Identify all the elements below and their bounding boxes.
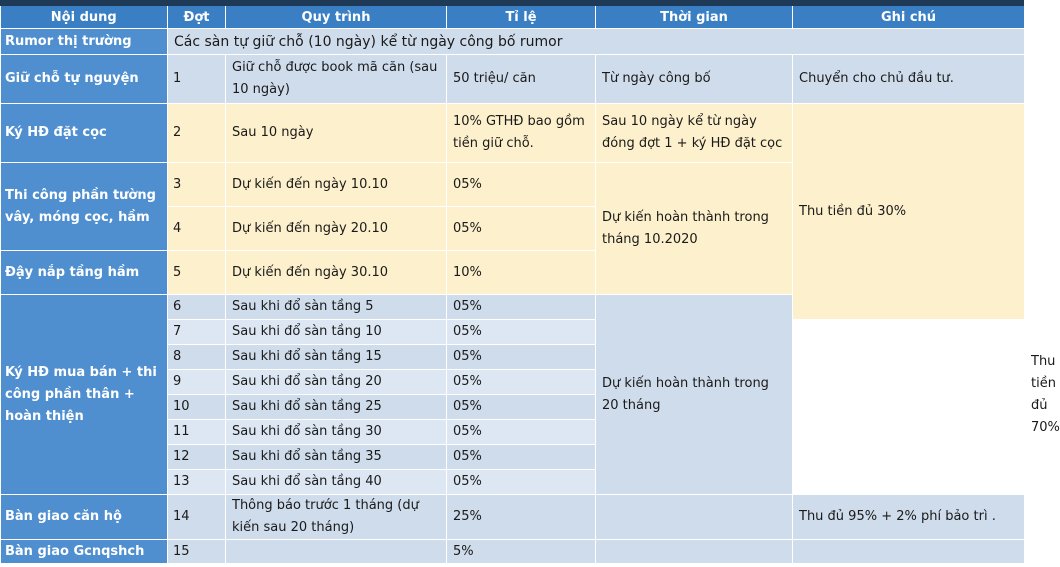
time-cell: Dự kiến hoàn thành trong 20 tháng — [596, 295, 793, 495]
rate-cell: 05% — [447, 420, 596, 445]
section-label: Đậy nắp tầng hầm — [1, 251, 168, 295]
dot-cell: 12 — [168, 445, 226, 470]
process-cell: Thông báo trước 1 tháng (dự kiến sau 20 tháng) — [226, 495, 447, 540]
process-cell: Sau khi đổ sàn tầng 5 — [226, 295, 447, 320]
note-cell: Thu tiền đủ 30% — [793, 104, 1025, 320]
section-label: Ký HĐ mua bán + thi công phần thân + hoàn thiện — [1, 295, 168, 495]
dot-cell: 2 — [168, 104, 226, 163]
section-label: Thi công phần tường vây, móng cọc, hầm — [1, 163, 168, 251]
time-cell: Từ ngày công bố — [596, 55, 793, 104]
table-row — [1, 540, 1025, 564]
time-cell — [596, 540, 793, 564]
header-row — [1, 6, 1025, 29]
process-cell: Sau khi đổ sàn tầng 10 — [226, 320, 447, 345]
process-cell: Dự kiến đến ngày 10.10 — [226, 163, 447, 207]
rate-cell: 05% — [447, 295, 596, 320]
process-cell: Sau khi đổ sàn tầng 30 — [226, 420, 447, 445]
table-row — [1, 104, 1025, 163]
table-row: Ký HĐ mua bán + thi công phần thân + hoàn thiện 6 Sau khi đổ sàn tầng 5 05% Dự kiến hoàn thành trong 20 tháng Thu tiền đủ 70% — [1, 295, 1025, 320]
section-label: Bàn giao căn hộ — [1, 495, 168, 540]
rate-cell: 10% GTHĐ bao gồm tiền giữ chỗ. — [447, 104, 596, 163]
dot-cell: 13 — [168, 470, 226, 495]
time-cell: Sau 10 ngày kể từ ngày đóng đợt 1 + ký HĐ đặt cọc — [596, 104, 793, 163]
table-row — [1, 495, 1025, 540]
dot-cell: 6 — [168, 295, 226, 320]
section-label: Ký HĐ đặt cọc — [1, 104, 168, 163]
dot-cell: 8 — [168, 345, 226, 370]
dot-cell: 4 — [168, 207, 226, 251]
dot-cell: 10 — [168, 395, 226, 420]
process-cell: Sau khi đổ sàn tầng 40 — [226, 470, 447, 495]
table-row-rumor — [1, 29, 1025, 55]
header-thoi-gian: Thời gian — [596, 6, 793, 29]
process-cell: Sau khi đổ sàn tầng 15 — [226, 345, 447, 370]
rate-cell: 05% — [447, 370, 596, 395]
dot-cell: 7 — [168, 320, 226, 345]
process-cell — [226, 540, 447, 564]
rate-cell: 05% — [447, 470, 596, 495]
rate-cell: 05% — [447, 163, 596, 207]
rate-cell: 50 triệu/ căn — [447, 55, 596, 104]
time-cell: Dự kiến hoàn thành trong tháng 10.2020 — [596, 163, 793, 295]
dot-cell: 5 — [168, 251, 226, 295]
section-label: Bàn giao Gcnqshch — [1, 540, 168, 564]
note-cell — [793, 540, 1025, 564]
rate-cell: 05% — [447, 320, 596, 345]
rate-cell: 05% — [447, 395, 596, 420]
rumor-text: Các sàn tự giữ chỗ (10 ngày) kể từ ngày công bố rumor — [168, 29, 1025, 55]
header-quy-trinh: Quy trình — [226, 6, 447, 29]
rate-cell: 05% — [447, 345, 596, 370]
payment-schedule-table — [0, 6, 1060, 564]
rate-cell: 10% — [447, 251, 596, 295]
dot-cell: 3 — [168, 163, 226, 207]
section-label: Giữ chỗ tự nguyện — [1, 55, 168, 104]
header-ti-le: Tỉ lệ — [447, 6, 596, 29]
process-cell: Dự kiến đến ngày 30.10 — [226, 251, 447, 295]
note-cell: Chuyển cho chủ đầu tư. — [793, 55, 1025, 104]
process-cell: Sau khi đổ sàn tầng 20 — [226, 370, 447, 395]
rate-cell: 05% — [447, 207, 596, 251]
dot-cell: 1 — [168, 55, 226, 104]
header-ghi-chu: Ghi chú — [793, 6, 1025, 29]
dot-cell: 9 — [168, 370, 226, 395]
process-cell: Giữ chỗ được book mã căn (sau 10 ngày) — [226, 55, 447, 104]
dot-cell: 14 — [168, 495, 226, 540]
note-cell: Thu đủ 95% + 2% phí bảo trì . — [793, 495, 1025, 540]
rate-cell: 5% — [447, 540, 596, 564]
process-cell: Dự kiến đến ngày 20.10 — [226, 207, 447, 251]
rate-cell: 05% — [447, 445, 596, 470]
dot-cell: 11 — [168, 420, 226, 445]
header-noi-dung: Nội dung — [1, 6, 168, 29]
header-dot: Đợt — [168, 6, 226, 29]
section-label: Rumor thị trường — [1, 29, 168, 55]
time-cell — [596, 495, 793, 540]
process-cell: Sau 10 ngày — [226, 104, 447, 163]
rate-cell: 25% — [447, 495, 596, 540]
dot-cell: 15 — [168, 540, 226, 564]
process-cell: Sau khi đổ sàn tầng 35 — [226, 445, 447, 470]
table-row — [1, 55, 1025, 104]
process-cell: Sau khi đổ sàn tầng 25 — [226, 395, 447, 420]
